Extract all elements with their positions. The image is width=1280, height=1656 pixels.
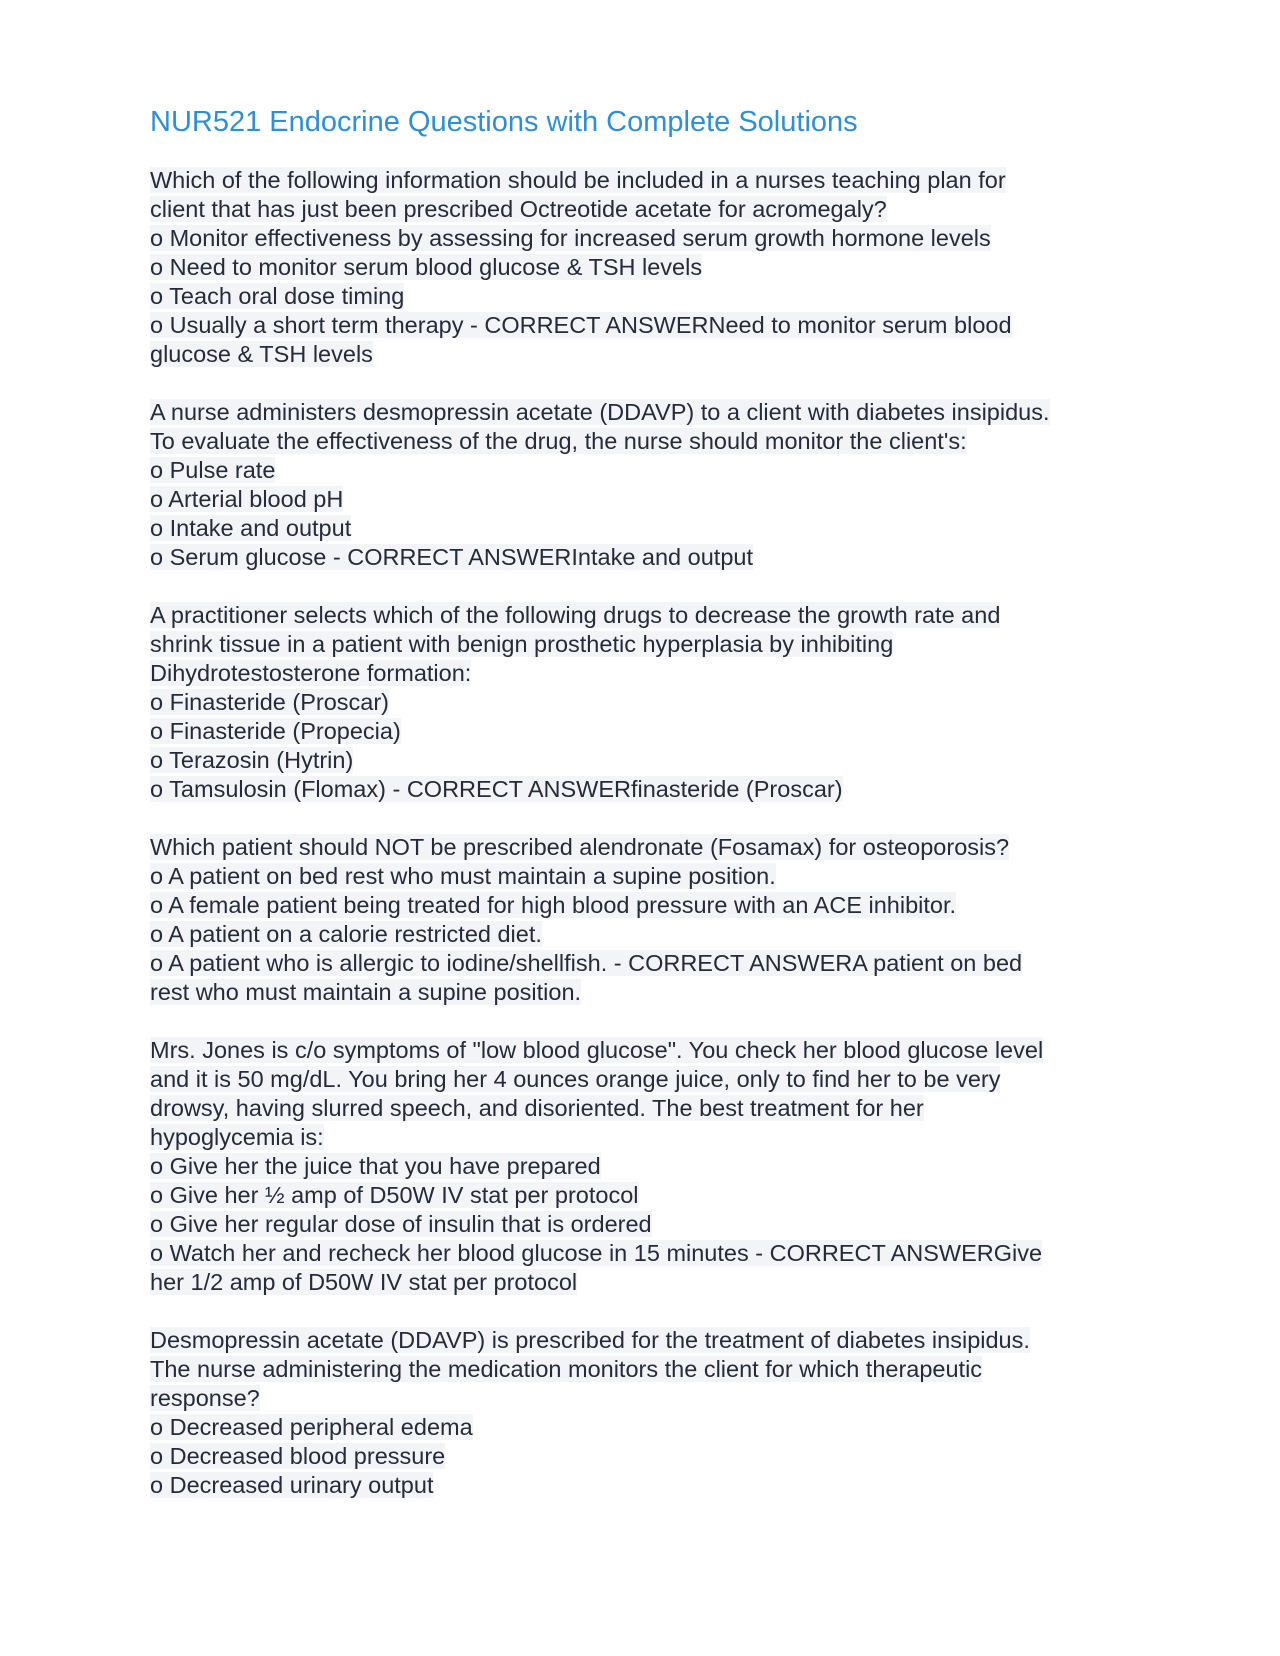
answer-option: o A patient on bed rest who must maintain a supine position. [150,863,776,889]
answer-option: o A patient who is allergic to iodine/shellfish. - CORRECT ANSWERA patient on bed [150,950,1023,976]
answer-option: o Give her the juice that you have prepared [150,1153,601,1179]
answer-option: o Give her ½ amp of D50W IV stat per protocol [150,1182,639,1208]
answer-option: o Decreased urinary output [150,1472,434,1498]
text-line: Which of the following information should be included in a nurses teaching plan for [150,167,1006,193]
answer-option: o Usually a short term therapy - CORRECT ANSWERNeed to monitor serum blood [150,312,1012,338]
text-line: response? [150,1385,260,1411]
answer-option: o Pulse rate [150,457,276,483]
text-line: shrink tissue in a patient with benign prosthetic hyperplasia by inhibiting [150,631,894,657]
answer-option: o Tamsulosin (Flomax) - CORRECT ANSWERfinasteride (Proscar) [150,776,843,802]
answer-option: o Decreased peripheral edema [150,1414,473,1440]
text-line: glucose & TSH levels [150,341,373,367]
text-line: Mrs. Jones is c/o symptoms of "low blood glucose". You check her blood glucose level [150,1037,1044,1063]
text-line: A nurse administers desmopressin acetate (DDAVP) to a client with diabetes insipidus. [150,399,1050,425]
answer-option: o Finasteride (Proscar) [150,689,389,715]
text-line: rest who must maintain a supine position. [150,979,582,1005]
answer-option: o Intake and output [150,515,352,541]
answer-option: o Finasteride (Propecia) [150,718,401,744]
question-block-3 [150,601,1130,804]
document-title: NUR521 Endocrine Questions with Complete Solutions [150,106,858,138]
answer-option: o Give her regular dose of insulin that is ordered [150,1211,652,1237]
text-line: client that has just been prescribed Octreotide acetate for acromegaly? [150,196,887,222]
text-line: and it is 50 mg/dL. You bring her 4 ounces orange juice, only to find her to be very [150,1066,1001,1092]
answer-option: o Decreased blood pressure [150,1443,446,1469]
answer-option: o Need to monitor serum blood glucose & TSH levels [150,254,703,280]
text-line: Desmopressin acetate (DDAVP) is prescribed for the treatment of diabetes insipidus. [150,1327,1030,1353]
question-block-4 [150,833,1130,1007]
answer-option: o Teach oral dose timing [150,283,405,309]
answer-option: o A female patient being treated for high blood pressure with an ACE inhibitor. [150,892,957,918]
question-block-6 [150,1326,1130,1500]
text-line: The nurse administering the medication monitors the client for which therapeutic [150,1356,983,1382]
answer-option: o Monitor effectiveness by assessing for increased serum growth hormone levels [150,225,991,251]
answer-option: o Terazosin (Hytrin) [150,747,354,773]
answer-option: o Watch her and recheck her blood glucose in 15 minutes - CORRECT ANSWERGive [150,1240,1043,1266]
answer-option: o A patient on a calorie restricted diet. [150,921,542,947]
question-block-2 [150,398,1130,572]
text-line: Which patient should NOT be prescribed alendronate (Fosamax) for osteoporosis? [150,834,1010,860]
answer-option: o Serum glucose - CORRECT ANSWERIntake and output [150,544,753,570]
document-body [150,166,1130,1529]
text-line: Dihydrotestosterone formation: [150,660,472,686]
text-line: hypoglycemia is: [150,1124,324,1150]
question-block-5 [150,1036,1130,1297]
text-line: A practitioner selects which of the following drugs to decrease the growth rate and [150,602,1001,628]
text-line: her 1/2 amp of D50W IV stat per protocol [150,1269,578,1295]
answer-option: o Arterial blood pH [150,486,344,512]
question-block-1 [150,166,1130,369]
text-line: To evaluate the effectiveness of the drug, the nurse should monitor the client's: [150,428,967,454]
text-line: drowsy, having slurred speech, and disoriented. The best treatment for her [150,1095,924,1121]
